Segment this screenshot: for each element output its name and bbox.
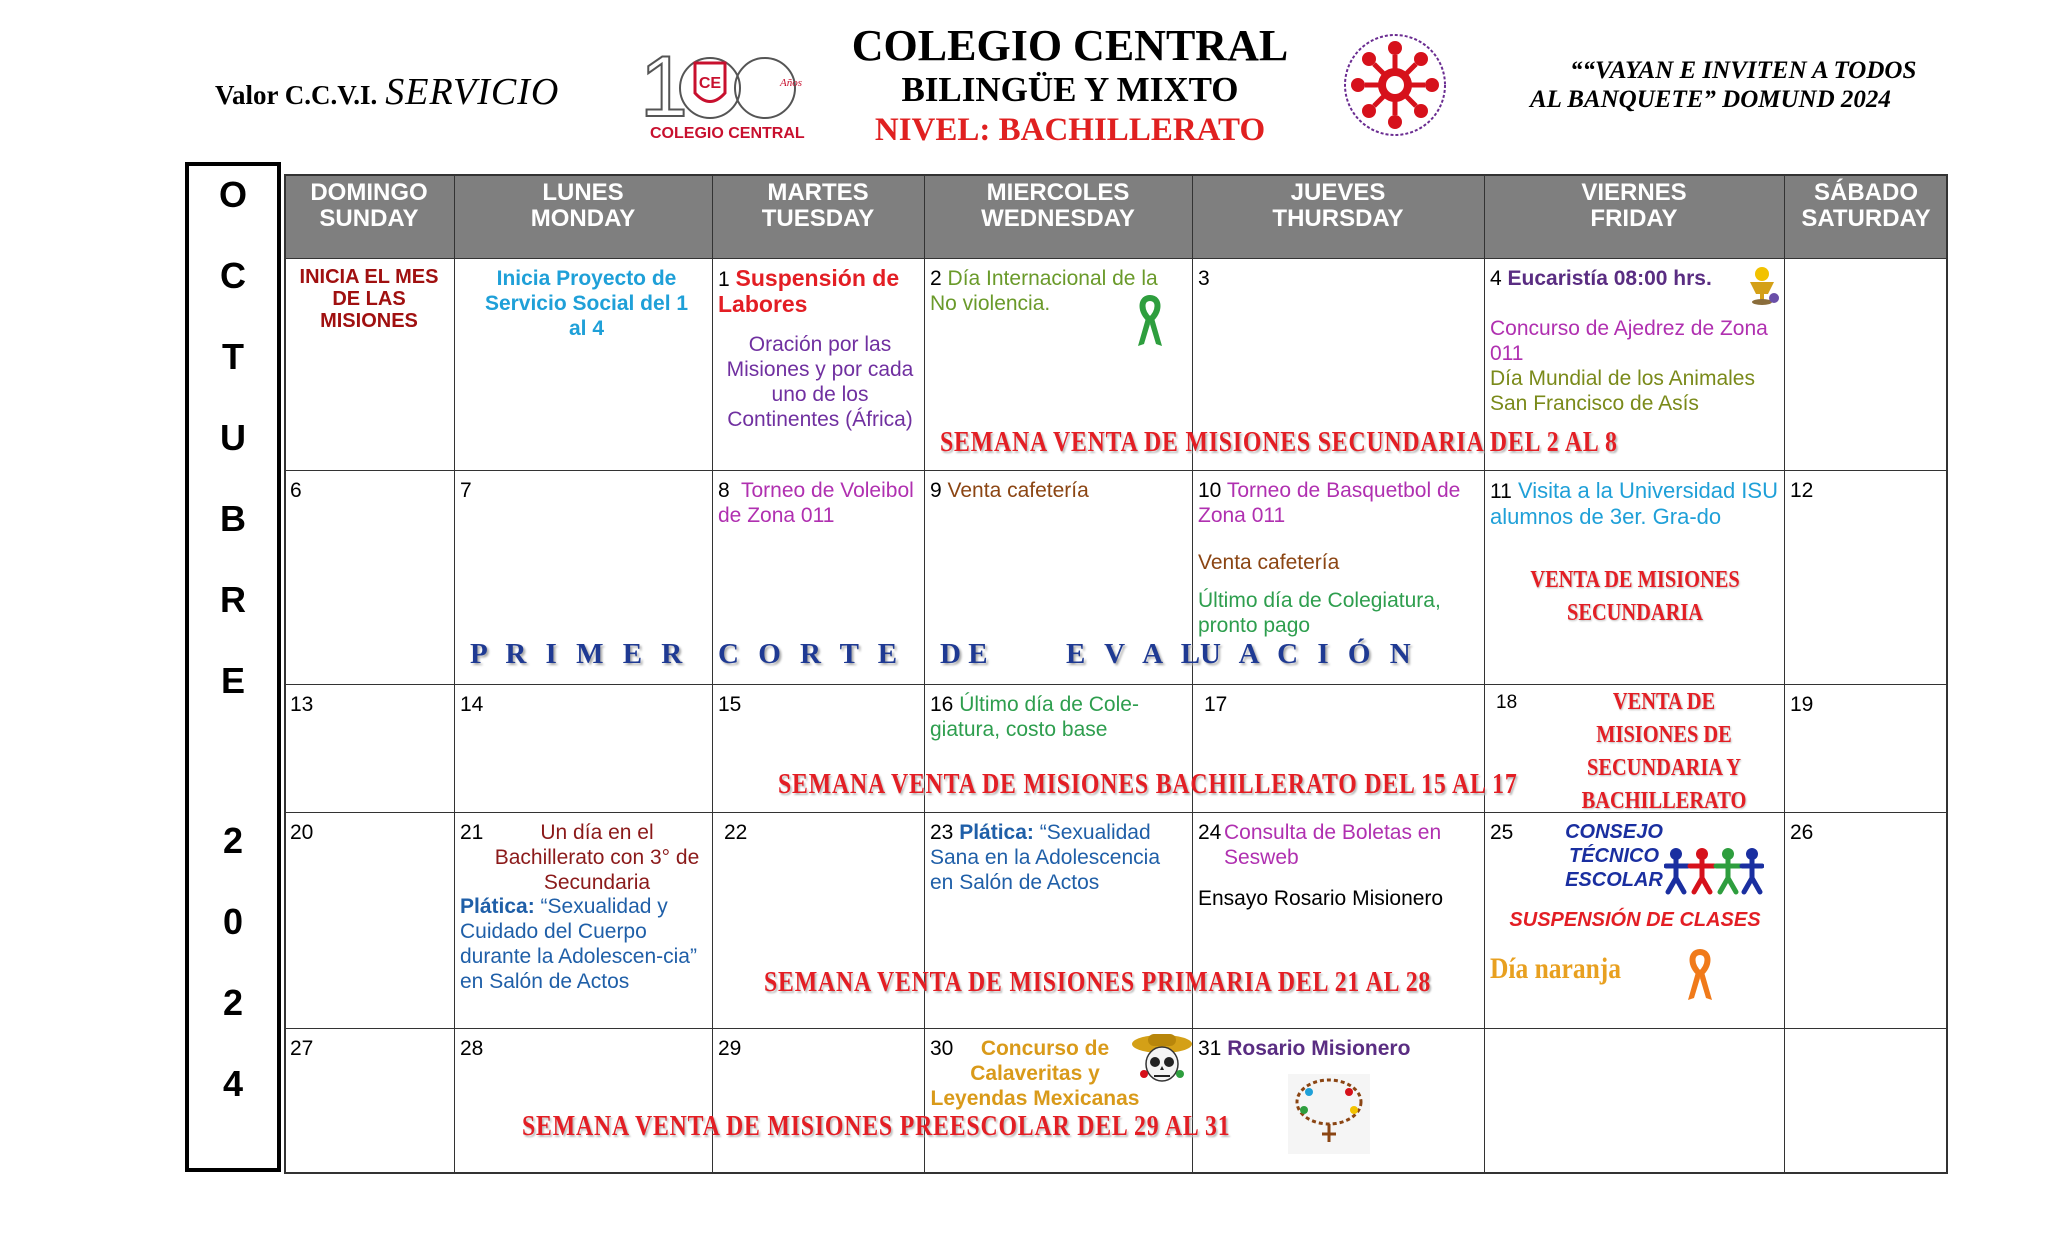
- year-digit: 2: [222, 982, 244, 1023]
- cell-oct-21: 21: [460, 821, 484, 844]
- cell-oct-22: 22: [724, 821, 748, 844]
- rosary-icon: [1284, 1070, 1374, 1158]
- event-consejo-tecnico: CONSEJO TÉCNICO ESCOLAR: [1565, 821, 1663, 891]
- cell-oct-20: 20: [290, 821, 314, 844]
- corte-word-4: E V A L: [1066, 638, 1207, 670]
- cell-oct-24: 24: [1198, 821, 1222, 844]
- cell-oct-19: 19: [1790, 693, 1814, 716]
- corte-word-3: D E: [940, 638, 988, 670]
- day-header-wednesday: MIERCOLES WEDNESDAY: [924, 174, 1192, 258]
- month-column: [185, 162, 281, 1172]
- event-missionary-rosary: Rosario Misionero: [1227, 1037, 1411, 1060]
- event-month-of-missions: INICIA EL MES DE LAS MISIONES: [299, 266, 439, 332]
- event-suspension: Suspensión de Labores: [718, 265, 900, 317]
- event-tuition-early: Último día de Colegiatura, pronto pago: [1198, 589, 1441, 637]
- cell-oct-6: 6: [290, 479, 302, 502]
- event-social-service: Inicia Proyecto de Servicio Social del 1 al 4: [484, 267, 689, 340]
- valor-value: SERVICIO: [385, 71, 560, 113]
- green-ribbon-icon: [1134, 294, 1166, 350]
- event-missions-sale-sec-bach: VENTA DE MISIONES DE SECUNDARIA Y BACHILLERATO: [1581, 689, 1747, 814]
- event-chess: Concurso de Ajedrez de Zona 011: [1490, 317, 1768, 365]
- domund-logo-icon: [1340, 30, 1450, 140]
- day-header-saturday: SÁBADO SATURDAY: [1784, 174, 1948, 258]
- calendar-grid: [284, 174, 1948, 1174]
- event-orange-day: Día naranja: [1490, 952, 1622, 985]
- event-day-in-bachillerato: Un día en el Bachillerato con 3° de Secundaria: [494, 821, 700, 894]
- cell-oct-13: 13: [290, 693, 314, 716]
- cell-oct-14: 14: [460, 693, 484, 716]
- cell-oct-26: 26: [1790, 821, 1814, 844]
- event-cafeteria-sale: Venta cafetería: [947, 479, 1089, 502]
- month-letter: T: [222, 336, 244, 377]
- event-volleyball: Torneo de Voleibol de Zona 011: [718, 479, 914, 527]
- event-eucharist: Eucaristía 08:00 hrs.: [1507, 267, 1712, 290]
- event-class-suspension: SUSPENSIÓN DE CLASES: [1509, 909, 1761, 931]
- year-digit: 0: [222, 901, 244, 942]
- event-report-cards: Consulta de Boletas en Sesweb: [1224, 821, 1442, 869]
- cell-oct-29: 29: [718, 1037, 742, 1060]
- cell-oct-27: 27: [290, 1037, 314, 1060]
- school-subtitle: BILINGÜE Y MIXTO: [901, 70, 1239, 109]
- event-cafeteria-sale-2: Venta cafetería: [1198, 551, 1340, 574]
- event-non-violence: Día Internacional de la No violencia.: [930, 267, 1158, 315]
- motto-line-1: ““VAYAN E INVITEN A TODOS: [1570, 57, 1917, 84]
- motto-line-2: AL BANQUETE” DOMUND 2024: [1530, 86, 1891, 113]
- cell-oct-25: 25: [1490, 821, 1514, 844]
- banner-primaria: SEMANA VENTA DE MISIONES PRIMARIA DEL 21 AL 28: [764, 966, 1432, 998]
- valor-label: [215, 70, 559, 114]
- event-missions-sale-secundaria: VENTA DE MISIONES SECUNDARIA: [1530, 567, 1740, 626]
- catrina-skull-icon: [1130, 1030, 1194, 1086]
- event-talk-sexuality-1: Plática: “Sexualidad y Cuidado del Cuerpo durante la Adolescen-cia” en Salón de Actos: [460, 895, 697, 993]
- day-header-sunday: DOMINGO SUNDAY: [284, 174, 454, 258]
- valor-text: Valor C.C.V.I.: [215, 80, 378, 110]
- event-missions-prayer: Oración por las Misiones y por cada uno de los Continentes (África): [726, 333, 914, 431]
- cell-oct-30: 30: [930, 1037, 954, 1060]
- month-letter: R: [220, 579, 246, 620]
- svg-text:1: 1: [640, 39, 688, 135]
- corte-word-2: C O R T E: [718, 638, 904, 670]
- cell-oct-9: 9 Venta cafetería: [930, 479, 1089, 502]
- people-group-icon: [1664, 844, 1764, 896]
- cell-oct-23: 23 Plática: “Sexualidad Sana en la Adolescencia en Salón de Actos: [930, 821, 1161, 894]
- cell-oct-17: 17: [1204, 693, 1228, 716]
- cell-oct-3: 3: [1198, 267, 1210, 290]
- chalice-icon: [1740, 264, 1784, 308]
- day-header-thursday: JUEVES THURSDAY: [1192, 174, 1484, 258]
- cell-oct-28: 28: [460, 1037, 484, 1060]
- banner-preescolar: SEMANA VENTA DE MISIONES PREESCOLAR DEL 29 AL 31: [522, 1110, 1231, 1142]
- cell-oct-1: 1 Suspensión de Labores: [718, 265, 900, 317]
- month-letter: E: [220, 660, 245, 701]
- svg-text:CE: CE: [698, 75, 722, 92]
- event-tuition-base: Último día de Cole-giatura, costo base: [930, 693, 1139, 741]
- cell-oct-15: 15: [718, 693, 742, 716]
- cell-oct-11: 11 Visita a la Universidad ISU alumnos de 3er. Gra-do: [1490, 478, 1778, 529]
- school-title: [830, 22, 1310, 150]
- cell-oct-16: 16 Último día de Cole-giatura, costo base: [930, 693, 1139, 741]
- month-letter: U: [220, 417, 246, 458]
- event-university-visit: Visita a la Universidad ISU alumnos de 3er. Gra-do: [1490, 478, 1778, 529]
- month-letter: C: [220, 255, 246, 296]
- cell-oct-4: 4 Eucaristía 08:00 hrs.: [1490, 267, 1712, 290]
- orange-ribbon-icon: [1684, 948, 1716, 1004]
- svg-text:COLEGIO CENTRAL: COLEGIO CENTRAL: [650, 125, 805, 142]
- cell-oct-18: 18: [1496, 692, 1518, 713]
- school-level: NIVEL: BACHILLERATO: [874, 112, 1266, 148]
- year-digit: 4: [222, 1063, 244, 1104]
- event-rosary-rehearsal: Ensayo Rosario Misionero: [1198, 887, 1444, 910]
- school-name: COLEGIO CENTRAL: [851, 21, 1289, 70]
- centenary-logo-icon: [640, 38, 810, 146]
- day-header-monday: LUNES MONDAY: [454, 174, 712, 258]
- domund-motto: [1530, 56, 1970, 114]
- cell-oct-10: 10 Torneo de Basquetbol de Zona 011: [1198, 479, 1461, 527]
- day-header-friday: VIERNES FRIDAY: [1484, 174, 1784, 258]
- banner-bachillerato: SEMANA VENTA DE MISIONES BACHILLERATO DEL 15 AL 17: [778, 768, 1518, 800]
- corte-word-5: U A C I Ó N: [1200, 638, 1417, 670]
- day-header-tuesday: MARTES TUESDAY: [712, 174, 924, 258]
- event-calaveritas: Concurso de Calaveritas y Leyendas Mexicanas: [930, 1037, 1140, 1110]
- year-digit: 2: [222, 820, 244, 861]
- banner-secundaria: SEMANA VENTA DE MISIONES SECUNDARIA DEL 2 AL 8: [940, 426, 1618, 458]
- cell-oct-7: 7: [460, 479, 472, 502]
- event-animals-day: Día Mundial de los Animales San Francisco de Asís: [1490, 367, 1755, 415]
- cell-oct-12: 12: [1790, 479, 1814, 502]
- month-letter: B: [220, 498, 246, 539]
- svg-text:Años: Años: [780, 77, 802, 89]
- cell-oct-8: 8 Torneo de Voleibol de Zona 011: [718, 479, 914, 527]
- event-talk-sexuality-2: “Sexualidad Sana en la Adolescencia en Salón de Actos: [930, 821, 1161, 894]
- cell-oct-2: 2 Día Internacional de la No violencia.: [930, 267, 1158, 315]
- corte-word-1: P R I M E R: [470, 638, 689, 670]
- month-letter: O: [218, 174, 247, 215]
- cell-oct-31: 31 Rosario Misionero: [1198, 1037, 1411, 1060]
- event-basketball: Torneo de Basquetbol de Zona 011: [1198, 479, 1461, 527]
